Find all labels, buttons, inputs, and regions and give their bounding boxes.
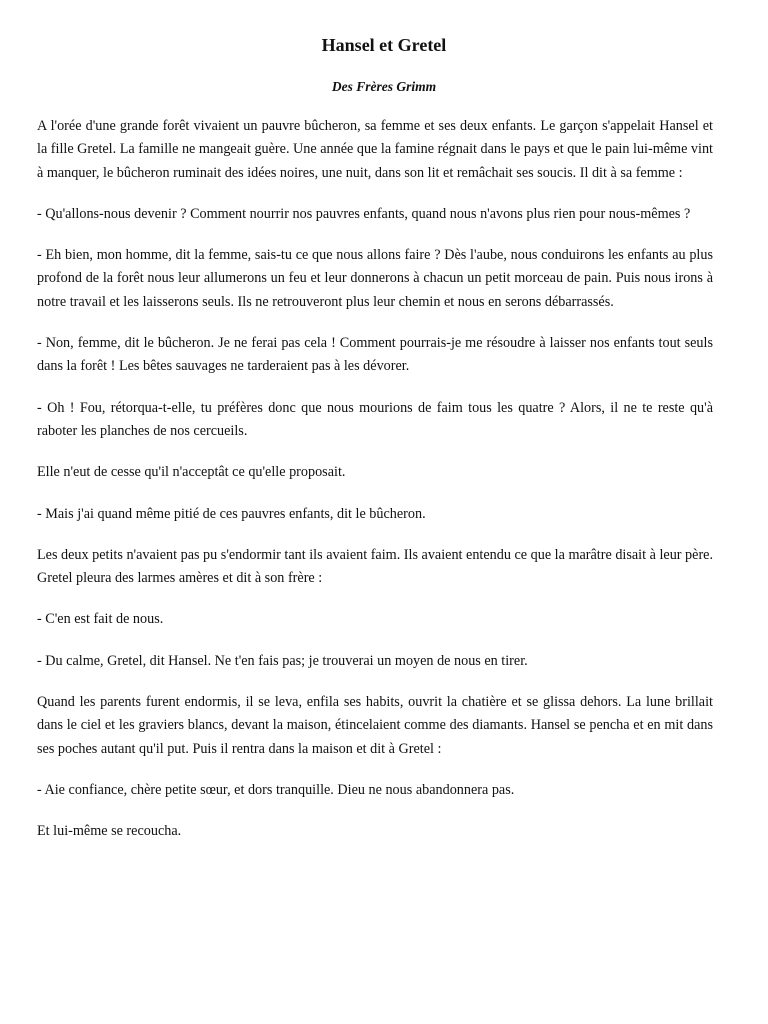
paragraph: - Oh ! Fou, rétorqua-t-elle, tu préfères donc que nous mourions de faim tous les quatre ? Alors, il ne te reste qu'à raboter les planches de nos cercueils.	[37, 399, 713, 439]
paragraph: Et lui-même se recoucha.	[37, 823, 182, 840]
paragraph: - Eh bien, mon homme, dit la femme, sais-tu ce que nous allons faire ? Dès l'aube, nous conduirons les enfants au plus profond de la forêt nous leur allumerons un feu et leur donnerons à chacun un petit morceau de pain. Puis nous irons à notre travail et les laisserons seuls. Ils ne retrouveront plus leur chemin et nous en serons débarrassés.	[37, 247, 713, 310]
document-subtitle: Des Frères Grimm	[331, 79, 437, 94]
paragraph: - Qu'allons-nous devenir ? Comment nourrir nos pauvres enfants, quand nous n'avons plus rien pour nous-mêmes ?	[37, 205, 691, 222]
paragraph: Les deux petits n'avaient pas pu s'endormir tant ils avaient faim. Ils avaient entendu ce que la marâtre disait à leur père. Gretel pleura des larmes amères et dit à son frère :	[37, 546, 714, 587]
document-title: Hansel et Gretel	[321, 35, 447, 55]
paragraph: Quand les parents furent endormis, il se leva, enfila ses habits, ouvrit la chatière et se glissa dehors. La lune brillait dans le ciel et les graviers blancs, devant la maison, étincelaient comme des diamants. Hansel se pencha et en mit dans ses poches autant qu'il put. Puis il rentra dans la maison et dit à Gretel :	[37, 694, 713, 757]
paragraph: - Du calme, Gretel, dit Hansel. Ne t'en fais pas; je trouverai un moyen de nous en tirer.	[37, 652, 528, 669]
paragraph: - Aie confiance, chère petite sœur, et dors tranquille. Dieu ne nous abandonnera pas.	[37, 781, 515, 798]
paragraph: - Non, femme, dit le bûcheron. Je ne ferai pas cela ! Comment pourrais-je me résoudre à laisser nos enfants tout seuls dans la forêt ! Les bêtes sauvages ne tarderaient pas à les dévorer.	[37, 335, 713, 375]
paragraph: A l'orée d'une grande forêt vivaient un pauvre bûcheron, sa femme et ses deux enfants. Le garçon s'appelait Hansel et la fille Gretel. La famille ne mangeait guère. Une année que la famine régnait dans le pays et que le pain lui-même vint à manquer, le bûcheron ruminait des idées noires, une nuit, dans son lit et remâchait ses soucis. Il dit à sa femme :	[37, 118, 713, 181]
paragraph: - Mais j'ai quand même pitié de ces pauvres enfants, dit le bûcheron.	[37, 505, 426, 522]
paragraph: Elle n'eut de cesse qu'il n'acceptât ce qu'elle proposait.	[37, 464, 346, 481]
paragraph: - C'en est fait de nous.	[37, 611, 164, 628]
